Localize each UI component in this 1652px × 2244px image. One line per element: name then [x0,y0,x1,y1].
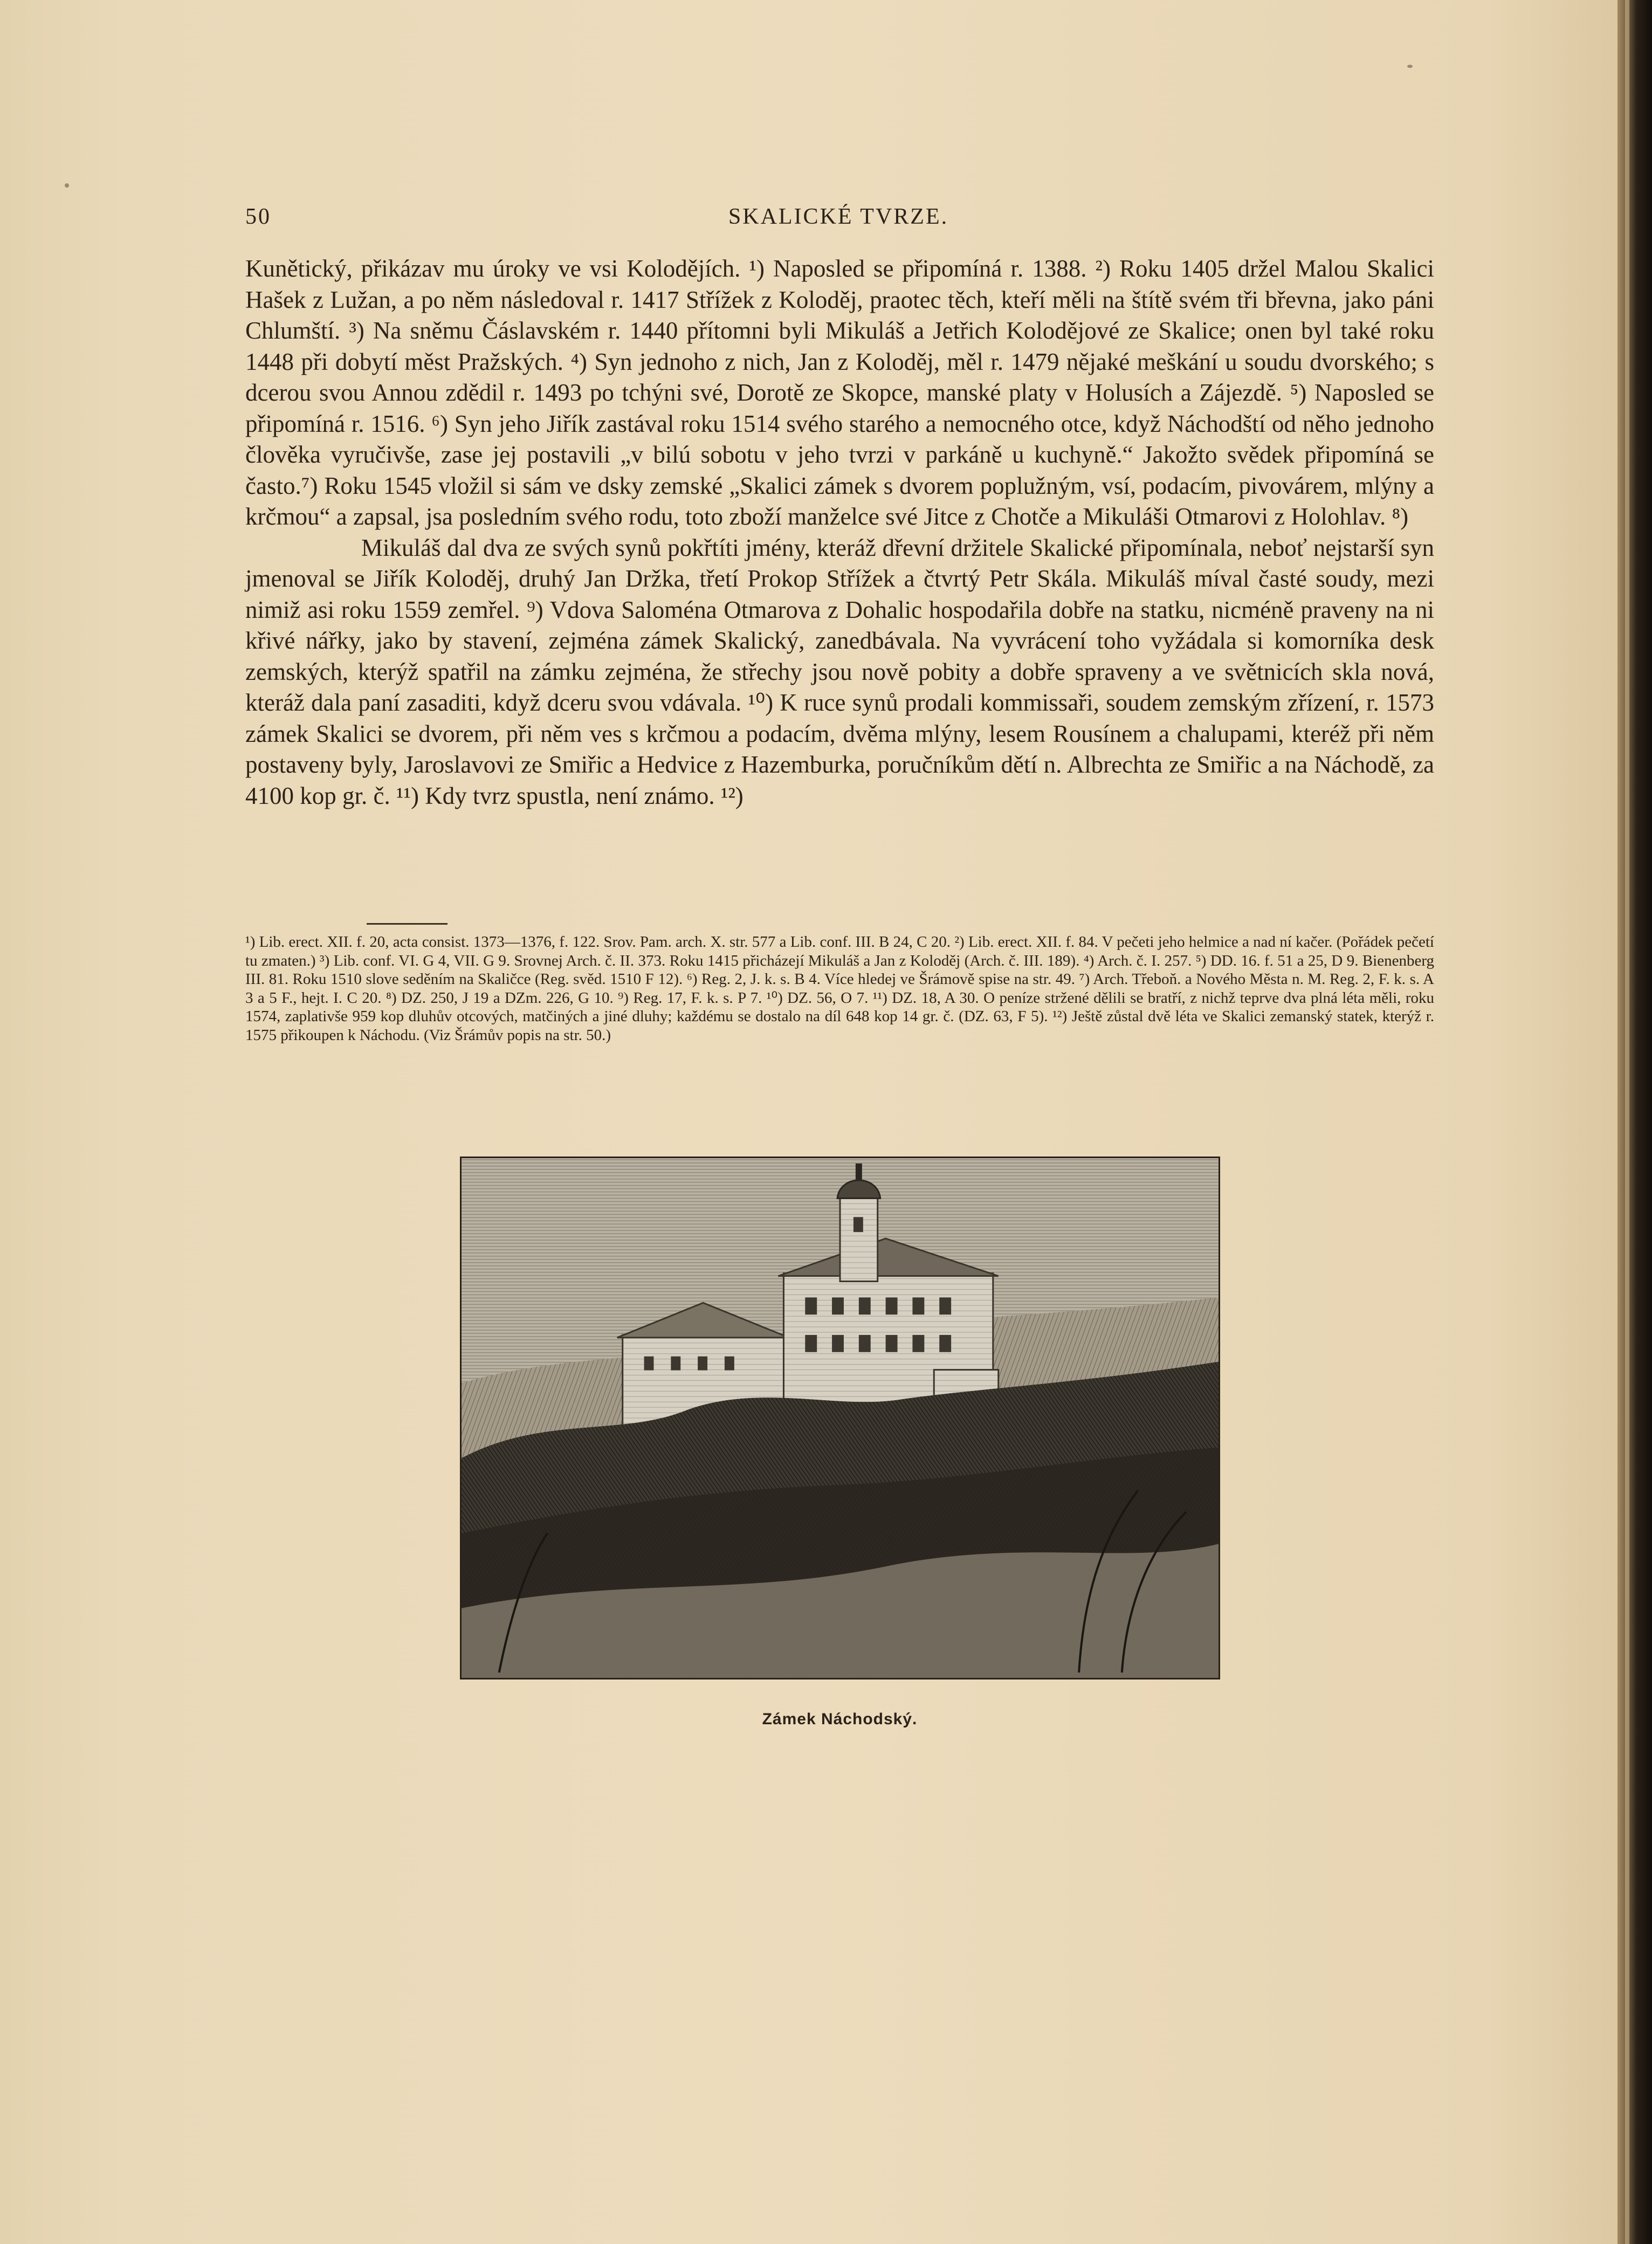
page-header [245,204,1431,236]
page-number: 50 [245,204,271,229]
book-binding-edge [1617,0,1652,2244]
castle-engraving-art [462,1158,1219,1678]
speck [65,183,69,188]
castle-engraving [460,1157,1220,1679]
footnotes-text: ¹) Lib. erect. XII. f. 20, acta consist. 1373—1376, f. 122. Srov. Pam. arch. X. str. 577 a Lib. conf. III. B 24, C 20. ²) Lib. erect. XII. f. 84. V pečeti jeho helmice a nad ní kačer. (Pořádek pečetí tu zmaten.) ³) Lib. conf. VI. G 4, VII. G 9. Srovnej Arch. č. II. 373. Roku 1415 přicházejí Mikuláš a Jan z Koloděj (Arch. č. III. 189). ⁴) Arch. č. I. 257. ⁵) DD. 16. f. 51 a 25, D 9. Bienenberg III. 81. Roku 1510 slove seděním na Skaličce (Reg. svěd. 1510 F 12). ⁶) Reg. 2, J. k. s. B 4. Více hledej ve Šrámově spise na str. 49. ⁷) Arch. Třeboň. a Nového Města n. M. Reg. 2, F. k. s. A 3 a 5 F., hejt. I. C 20. ⁸) DZ. 250, J 19 a DZm. 226, G 10. ⁹) Reg. 17, F. k. s. P 7. ¹⁰) DZ. 56, O 7. ¹¹) DZ. 18, A 30. O peníze stržené dělili se bratří, z nichž teprve dva plná léta měli, roku 1574, zaplativše 959 kop dluhův otcových, matčiných a jiné dluhy; každému se dostalo na díl 648 kop 14 gr. č. (DZ. 63, F 5). ¹²) Ještě zůstal dvě léta ve Skalici zemanský statek, kterýž r. 1575 přikoupen k Náchodu. (Viz Šrámův popis na str. 50.) [245,933,1434,1044]
figure-caption: Zámek Náchodský. [762,1710,918,1728]
main-text [245,253,1434,811]
paragraph-2: Mikuláš dal dva ze svých synů pokřtíti jmény, kteráž dřevní držitele Skalické připomínala, neboť nejstarší syn jmenoval se Jiřík Koloděj, druhý Jan Držka, třetí Prokop Střížek a čtvrtý Petr Skála. Mikuláš míval časté soudy, mezi nimiž asi roku 1559 zemřel. ⁹) Vdova Saloména Otmarova z Dohalic hospodařila dobře na statku, nicméně praveny na ni křivé nářky, jako by stavení, zejména zámek Skalický, zanedbávala. Na vyvrácení toho vyžádala si komorníka desk zemských, kterýž spatřil na zámku zejména, že střechy jsou nově pobity a dobře spraveny a ve světnicích skla nová, kteráž dala paní zasaditi, když dceru svou vdávala. ¹⁰) K ruce synů prodali kommissaři, soudem zemským zřízení, r. 1573 zámek Skalici se dvorem, při něm ves s krčmou a podacím, dvěma mlýny, lesem Rousínem a chalupami, kteréž při něm postaveny byly, Jaroslavovi ze Smiřic a Hedvice z Hazemburka, poručníkům dětí n. Albrechta ze Smiřic a na Náchodě, za 4100 kop gr. č. ¹¹) Kdy tvrz spustla, není známo. ¹²) [245,534,1434,809]
footnotes [245,933,1434,1044]
speck [1407,65,1413,68]
paragraph-1: Kunětický, přikázav mu úroky ve vsi Kolodějích. ¹) Naposled se připomíná r. 1388. ²) Roku 1405 držel Malou Skalici Hašek z Lužan, a po něm následoval r. 1417 Střížek z Koloděj, praotec těch, kteří měli na štítě svém tři břevna, jako páni Chlumští. ³) Na sněmu Čáslavském r. 1440 přítomni byli Mikuláš a Jetřich Kolodějové ze Skalice; onen byl také roku 1448 při dobytí měst Pražských. ⁴) Syn jednoho z nich, Jan z Koloděj, měl r. 1479 nějaké meškání u soudu dvorského; s dcerou svou Annou zdědil r. 1493 po tchýni své, Dorotě ze Skopce, manské platy v Holusích a Zájezdě. ⁵) Naposled se připomíná r. 1516. ⁶) Syn jeho Jiřík zastával roku 1514 svého starého a nemocného otce, když Náchodští od něho jednoho člověka vyručivše, zase jej postavili „v bilú sobotu v jeho tvrzi v parkáně u kuchyně.“ Jakožto svědek připomíná se často.⁷) Roku 1545 vložil si sám ve dsky zemské „Skalici zámek s dvorem poplužným, vsí, podacím, pivovárem, mlýny a krčmou“ a zapsal, jsa posledním svého rodu, toto zboží manželce své Jitce z Chotče a Mikuláši Otmarovi z Holohlav. ⁸) [245,255,1434,530]
running-title: SKALICKÉ TVRZE. [728,204,949,229]
footnote-rule [367,923,448,925]
